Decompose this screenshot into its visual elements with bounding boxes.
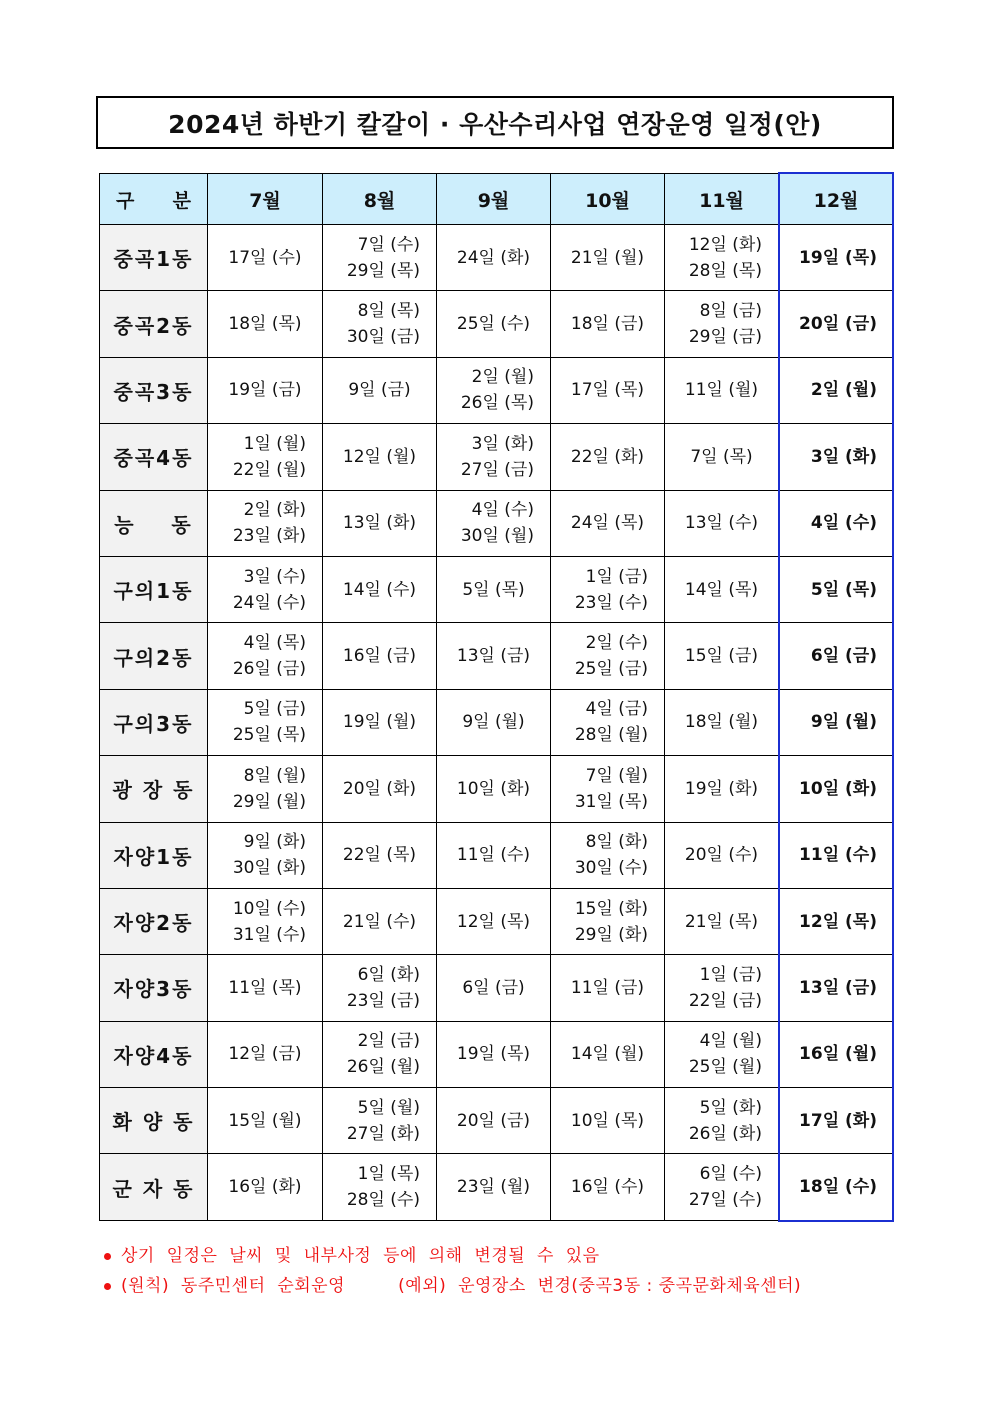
schedule-cell — [323, 291, 437, 357]
schedule-cell — [323, 424, 437, 490]
date-text: 13일 (수) — [684, 513, 759, 534]
schedule-cell — [208, 357, 323, 423]
schedule-cell — [779, 955, 894, 1021]
schedule-cell — [208, 689, 323, 755]
schedule-body — [100, 225, 894, 1221]
row-label: 중곡1동 — [100, 225, 208, 291]
date-text: 28일 (수) — [346, 1190, 420, 1211]
schedule-cell — [208, 888, 323, 954]
schedule-cell — [551, 1021, 665, 1087]
date-text: 11일 (금) — [570, 977, 645, 998]
schedule-cell — [437, 490, 551, 556]
date-text: 25일 (금) — [574, 659, 648, 680]
note-item — [104, 1271, 801, 1301]
schedule-cell — [323, 556, 437, 622]
date-text: 16일 (금) — [342, 646, 417, 667]
schedule-cell — [208, 225, 323, 291]
table-row — [100, 1021, 894, 1087]
schedule-cell — [779, 1021, 894, 1087]
date-text: 9일 (월) — [462, 712, 525, 733]
date-text: 20일 (수) — [684, 845, 759, 866]
schedule-cell — [437, 756, 551, 822]
schedule-cell — [208, 556, 323, 622]
schedule-cell — [208, 1021, 323, 1087]
date-text: 13일 (금) — [799, 977, 877, 998]
schedule-cell — [437, 888, 551, 954]
schedule-cell — [323, 1021, 437, 1087]
row-label: 중곡2동 — [100, 291, 208, 357]
date-text: 30일 (금) — [346, 327, 420, 348]
date-text: 2일 (월) — [810, 380, 877, 401]
date-text: 10일 (수) — [232, 898, 306, 919]
notes — [104, 1241, 801, 1301]
date-text: 6일 (화) — [357, 964, 420, 985]
date-text: 18일 (수) — [799, 1177, 877, 1198]
row-label: 자양2동 — [100, 888, 208, 954]
date-text: 23일 (화) — [232, 526, 306, 547]
date-text: 29일 (화) — [574, 924, 648, 945]
date-text: 23일 (금) — [346, 990, 420, 1011]
table-row — [100, 1088, 894, 1154]
date-text: 8일 (화) — [585, 832, 648, 853]
table-row — [100, 556, 894, 622]
date-text: 3일 (수) — [243, 566, 306, 587]
schedule-cell — [437, 424, 551, 490]
date-text: 26일 (목) — [460, 393, 534, 414]
schedule-table — [99, 173, 894, 1221]
date-text: 1일 (월) — [243, 433, 306, 454]
schedule-cell — [323, 888, 437, 954]
schedule-cell — [779, 225, 894, 291]
date-text: 29일 (월) — [232, 791, 306, 812]
date-text: 28일 (목) — [688, 260, 762, 281]
date-text: 11일 (수) — [799, 845, 877, 866]
schedule-cell — [208, 623, 323, 689]
schedule-cell — [665, 822, 779, 888]
table-row — [100, 291, 894, 357]
schedule-cell — [779, 623, 894, 689]
schedule-cell — [665, 1021, 779, 1087]
date-text: 22일 (금) — [688, 990, 762, 1011]
date-text: 16일 (월) — [799, 1044, 877, 1065]
date-text: 16일 (화) — [228, 1177, 302, 1198]
row-label: 화 양 동 — [100, 1088, 208, 1154]
schedule-cell — [665, 888, 779, 954]
schedule-cell — [665, 291, 779, 357]
date-text: 9일 (화) — [243, 832, 306, 853]
schedule-cell — [323, 623, 437, 689]
schedule-cell — [208, 1088, 323, 1154]
header-month-aug: 8월 — [323, 174, 437, 225]
date-text: 29일 (목) — [346, 260, 420, 281]
row-label: 구의2동 — [100, 623, 208, 689]
header-month-dec: 12월 — [779, 174, 894, 225]
date-text: 10일 (화) — [456, 778, 531, 799]
header-category — [100, 174, 208, 225]
date-text: 15일 (금) — [684, 646, 759, 667]
date-text: 20일 (화) — [342, 778, 417, 799]
schedule-cell — [779, 822, 894, 888]
date-text: 19일 (월) — [342, 712, 417, 733]
date-text: 26일 (금) — [232, 659, 306, 680]
date-text: 4일 (수) — [810, 513, 877, 534]
date-text: 1일 (금) — [585, 566, 648, 587]
schedule-cell — [437, 822, 551, 888]
date-text: 21일 (월) — [570, 247, 645, 268]
schedule-cell — [208, 955, 323, 1021]
date-text: 16일 (수) — [570, 1177, 645, 1198]
date-text: 30일 (수) — [574, 858, 648, 879]
date-text: 4일 (월) — [699, 1031, 762, 1052]
table-row — [100, 689, 894, 755]
schedule-cell — [551, 822, 665, 888]
schedule-cell — [323, 822, 437, 888]
schedule-cell — [779, 490, 894, 556]
schedule-cell — [208, 424, 323, 490]
document-title: 2024년 하반기 칼갈이 · 우산수리사업 연장운영 일정(안) — [96, 96, 894, 149]
schedule-cell — [551, 357, 665, 423]
date-text: 18일 (금) — [570, 314, 645, 335]
row-label: 구의1동 — [100, 556, 208, 622]
row-label: 군 자 동 — [100, 1154, 208, 1220]
table-row — [100, 955, 894, 1021]
date-text: 19일 (화) — [684, 778, 759, 799]
date-text: 23일 (월) — [456, 1177, 531, 1198]
date-text: 2일 (화) — [243, 500, 306, 521]
schedule-cell — [551, 689, 665, 755]
date-text: 19일 (목) — [799, 247, 877, 268]
row-label: 자양1동 — [100, 822, 208, 888]
date-text: 9일 (월) — [810, 712, 877, 733]
date-text: 14일 (목) — [684, 579, 759, 600]
header-month-oct: 10월 — [551, 174, 665, 225]
date-text: 22일 (화) — [570, 446, 645, 467]
date-text: 9일 (금) — [348, 380, 411, 401]
header-month-jul: 7월 — [208, 174, 323, 225]
date-text: 31일 (목) — [574, 791, 648, 812]
date-text: 25일 (수) — [456, 314, 531, 335]
date-text: 4일 (목) — [243, 633, 306, 654]
schedule-cell — [551, 1154, 665, 1220]
schedule-cell — [208, 490, 323, 556]
date-text: 26일 (월) — [346, 1057, 420, 1078]
schedule-cell — [779, 291, 894, 357]
date-text: 10일 (목) — [570, 1110, 645, 1131]
note-text: (원칙) 동주민센터 순회운영 (예외) 운영장소 변경(중곡3동 : 중곡문화체육센터) — [121, 1276, 802, 1296]
schedule-cell — [779, 1154, 894, 1220]
schedule-cell — [323, 689, 437, 755]
schedule-cell — [551, 225, 665, 291]
schedule-cell — [437, 955, 551, 1021]
date-text: 12일 (화) — [688, 234, 762, 255]
schedule-cell — [208, 756, 323, 822]
schedule-cell — [779, 1088, 894, 1154]
schedule-cell — [665, 623, 779, 689]
date-text: 2일 (금) — [357, 1031, 420, 1052]
date-text: 11일 (월) — [684, 380, 759, 401]
schedule-cell — [665, 756, 779, 822]
schedule-cell — [779, 424, 894, 490]
row-label: 자양4동 — [100, 1021, 208, 1087]
schedule-cell — [323, 1154, 437, 1220]
schedule-cell — [779, 756, 894, 822]
date-text: 6일 (금) — [810, 646, 877, 667]
date-text: 4일 (수) — [471, 500, 534, 521]
date-text: 29일 (금) — [688, 327, 762, 348]
schedule-cell — [665, 955, 779, 1021]
date-text: 12일 (월) — [342, 446, 417, 467]
row-label: 중곡3동 — [100, 357, 208, 423]
date-text: 22일 (목) — [342, 845, 417, 866]
schedule-cell — [551, 623, 665, 689]
table-row — [100, 424, 894, 490]
date-text: 3일 (화) — [810, 446, 877, 467]
schedule-cell — [665, 689, 779, 755]
note-text: 상기 일정은 날씨 및 내부사정 등에 의해 변경될 수 있음 — [121, 1246, 600, 1266]
schedule-cell — [323, 357, 437, 423]
schedule-cell — [665, 490, 779, 556]
schedule-cell — [323, 490, 437, 556]
date-text: 20일 (금) — [799, 314, 877, 335]
date-text: 30일 (화) — [232, 858, 306, 879]
date-text: 14일 (월) — [570, 1044, 645, 1065]
schedule-cell — [437, 291, 551, 357]
date-text: 27일 (수) — [688, 1190, 762, 1211]
date-text: 22일 (월) — [232, 459, 306, 480]
date-text: 11일 (목) — [228, 977, 302, 998]
date-text: 13일 (금) — [456, 646, 531, 667]
schedule-cell — [665, 225, 779, 291]
date-text: 6일 (금) — [462, 977, 525, 998]
table-row — [100, 888, 894, 954]
date-text: 20일 (금) — [456, 1110, 531, 1131]
row-label: 자양3동 — [100, 955, 208, 1021]
date-text: 18일 (월) — [684, 712, 759, 733]
schedule-cell — [323, 225, 437, 291]
date-text: 3일 (화) — [471, 433, 534, 454]
note-item — [104, 1241, 801, 1271]
row-label: 구의3동 — [100, 689, 208, 755]
schedule-cell — [551, 424, 665, 490]
table-row — [100, 1154, 894, 1220]
table-row — [100, 822, 894, 888]
date-text: 15일 (화) — [574, 898, 648, 919]
date-text: 27일 (금) — [460, 459, 534, 480]
schedule-cell — [779, 689, 894, 755]
date-text: 26일 (화) — [688, 1123, 762, 1144]
schedule-cell — [779, 888, 894, 954]
row-label: 광 장 동 — [100, 756, 208, 822]
date-text: 12일 (금) — [228, 1044, 302, 1065]
schedule-cell — [551, 888, 665, 954]
row-label: 능 동 — [100, 490, 208, 556]
date-text: 2일 (월) — [471, 367, 534, 388]
date-text: 21일 (수) — [342, 911, 417, 932]
date-text: 25일 (목) — [232, 725, 306, 746]
schedule-cell — [665, 424, 779, 490]
date-text: 24일 (화) — [456, 247, 531, 268]
bullet-icon — [104, 1253, 111, 1260]
schedule-cell — [551, 1088, 665, 1154]
schedule-cell — [551, 490, 665, 556]
table-row — [100, 756, 894, 822]
date-text: 2일 (수) — [585, 633, 648, 654]
header-month-nov: 11월 — [665, 174, 779, 225]
date-text: 19일 (목) — [456, 1044, 531, 1065]
date-text: 7일 (목) — [690, 446, 753, 467]
date-text: 6일 (수) — [699, 1164, 762, 1185]
date-text: 25일 (월) — [688, 1057, 762, 1078]
date-text: 15일 (월) — [228, 1110, 302, 1131]
date-text: 1일 (금) — [699, 964, 762, 985]
schedule-cell — [437, 556, 551, 622]
schedule-cell — [665, 556, 779, 622]
schedule-cell — [779, 357, 894, 423]
table-row — [100, 225, 894, 291]
header-row — [100, 174, 894, 225]
date-text: 5일 (월) — [357, 1097, 420, 1118]
schedule-cell — [551, 291, 665, 357]
table-row — [100, 623, 894, 689]
schedule-cell — [551, 955, 665, 1021]
schedule-cell — [208, 822, 323, 888]
date-text: 8일 (목) — [357, 301, 420, 322]
schedule-cell — [323, 756, 437, 822]
date-text: 30일 (월) — [460, 526, 534, 547]
table-row — [100, 490, 894, 556]
date-text: 5일 (목) — [810, 579, 877, 600]
schedule-cell — [665, 1088, 779, 1154]
date-text: 28일 (월) — [574, 725, 648, 746]
date-text: 14일 (수) — [342, 579, 417, 600]
schedule-cell — [437, 1154, 551, 1220]
date-text: 17일 (수) — [228, 247, 302, 268]
date-text: 23일 (수) — [574, 592, 648, 613]
date-text: 24일 (목) — [570, 513, 645, 534]
date-text: 11일 (수) — [456, 845, 531, 866]
date-text: 1일 (목) — [357, 1164, 420, 1185]
date-text: 19일 (금) — [228, 380, 302, 401]
schedule-cell — [437, 1021, 551, 1087]
table-row — [100, 357, 894, 423]
date-text: 12일 (목) — [456, 911, 531, 932]
header-category-right: 분 — [172, 189, 191, 212]
schedule-cell — [437, 357, 551, 423]
schedule-cell — [665, 1154, 779, 1220]
date-text: 12일 (목) — [799, 911, 877, 932]
schedule-cell — [551, 756, 665, 822]
schedule-cell — [323, 955, 437, 1021]
date-text: 10일 (화) — [799, 778, 877, 799]
schedule-cell — [437, 1088, 551, 1154]
date-text: 27일 (화) — [346, 1123, 420, 1144]
schedule-cell — [437, 689, 551, 755]
schedule-cell — [208, 1154, 323, 1220]
date-text: 31일 (수) — [232, 924, 306, 945]
schedule-cell — [551, 556, 665, 622]
schedule-cell — [208, 291, 323, 357]
date-text: 7일 (월) — [585, 765, 648, 786]
row-label: 중곡4동 — [100, 424, 208, 490]
date-text: 17일 (목) — [570, 380, 645, 401]
date-text: 17일 (화) — [799, 1110, 877, 1131]
date-text: 5일 (화) — [699, 1097, 762, 1118]
date-text: 24일 (수) — [232, 592, 306, 613]
date-text: 8일 (월) — [243, 765, 306, 786]
date-text: 7일 (수) — [357, 234, 420, 255]
date-text: 21일 (목) — [684, 911, 759, 932]
date-text: 4일 (금) — [585, 699, 648, 720]
header-month-sep: 9월 — [437, 174, 551, 225]
schedule-cell — [665, 357, 779, 423]
bullet-icon — [104, 1283, 111, 1290]
header-category-left: 구 — [116, 189, 135, 212]
schedule-cell — [437, 623, 551, 689]
date-text: 13일 (화) — [342, 513, 417, 534]
date-text: 5일 (금) — [243, 699, 306, 720]
date-text: 18일 (목) — [228, 314, 302, 335]
date-text: 8일 (금) — [699, 301, 762, 322]
date-text: 5일 (목) — [462, 579, 525, 600]
schedule-cell — [323, 1088, 437, 1154]
schedule-cell — [437, 225, 551, 291]
schedule-cell — [779, 556, 894, 622]
